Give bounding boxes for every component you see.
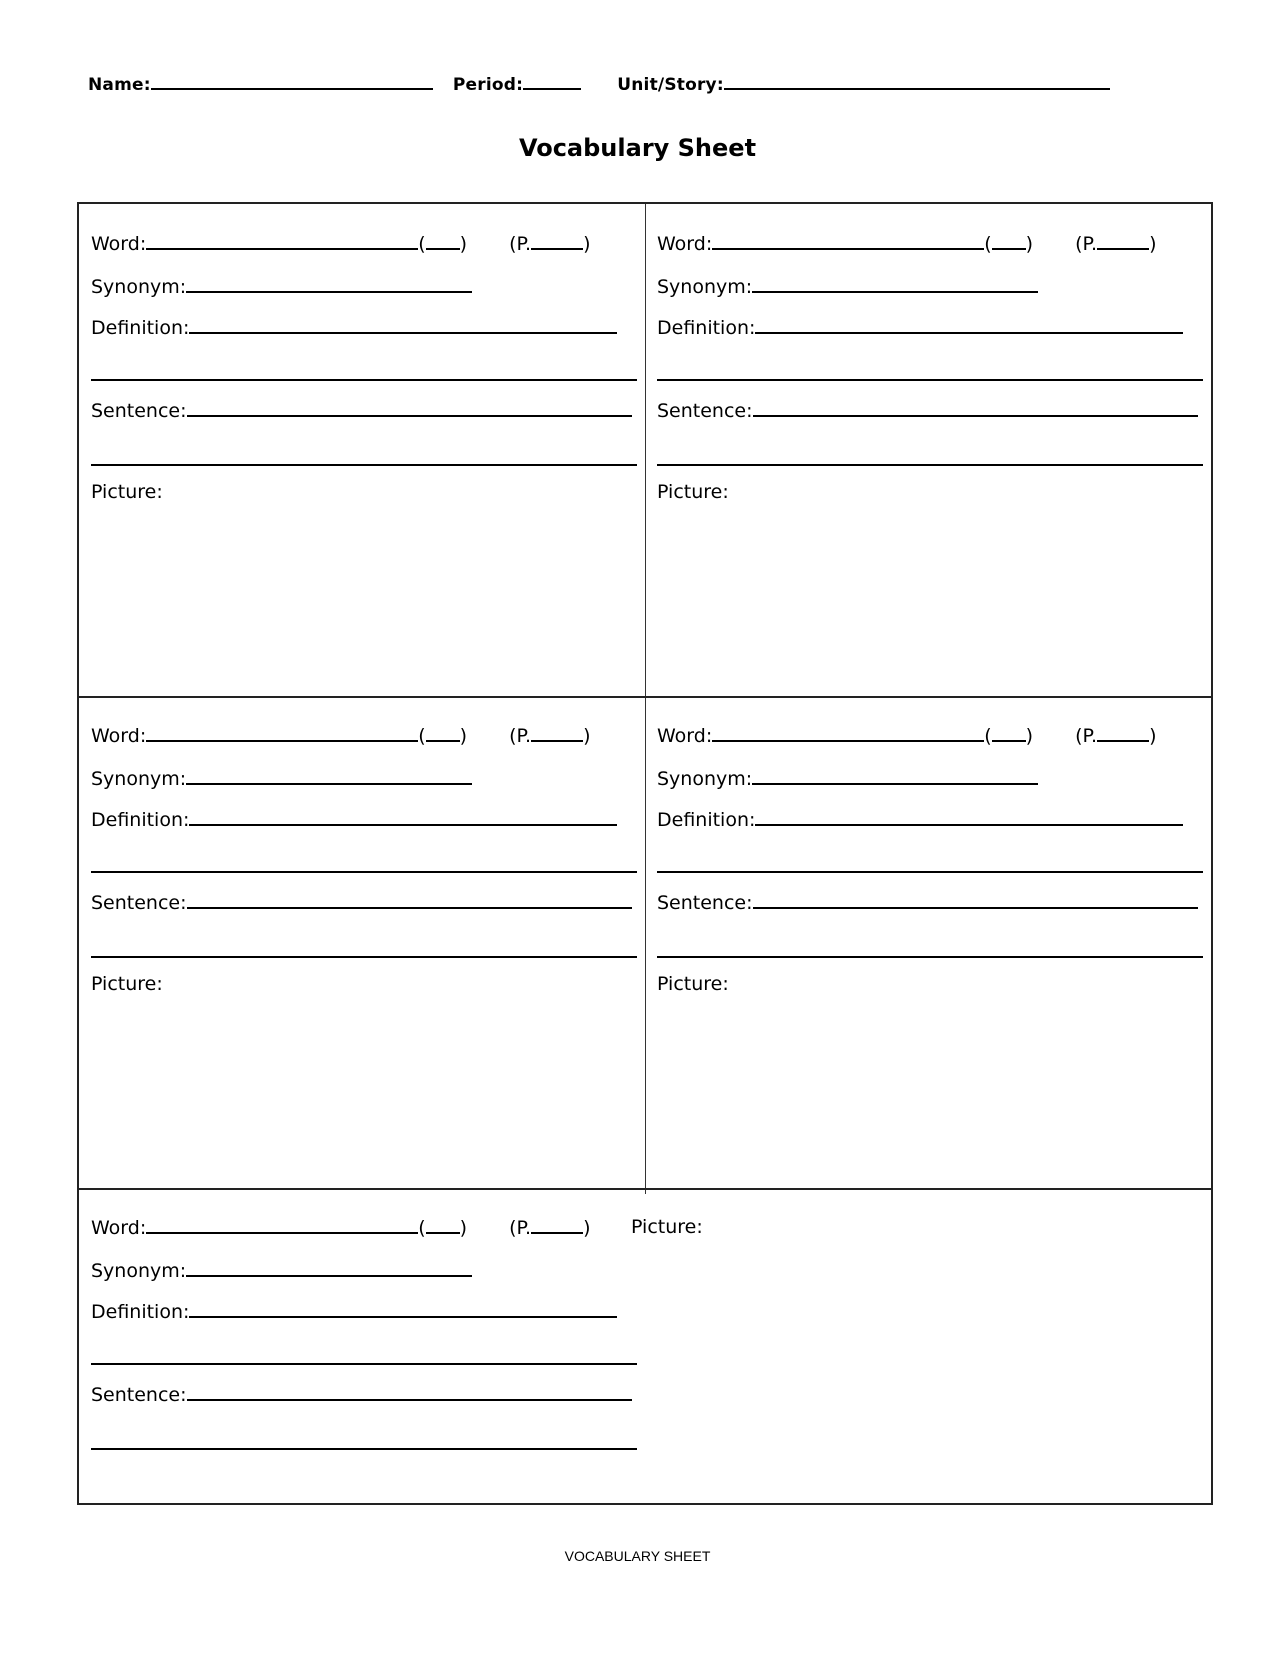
sentence-row[interactable] [657, 891, 1198, 914]
sentence-blank-2[interactable] [91, 464, 637, 466]
word-row[interactable] [91, 724, 591, 747]
sentence-label: Sentence: [657, 400, 753, 422]
page-close: ) [583, 233, 591, 255]
word-blank[interactable] [146, 1216, 418, 1234]
header [88, 74, 1124, 95]
word-label: Word: [91, 1217, 147, 1239]
picture-label: Picture: [631, 1216, 703, 1238]
sentence-blank-2[interactable] [657, 956, 1203, 958]
paren-open: ( [418, 725, 426, 747]
sentence-blank[interactable] [187, 399, 632, 417]
definition-blank-2[interactable] [91, 871, 637, 873]
synonym-label: Synonym: [657, 768, 753, 790]
paren-open: ( [418, 1217, 426, 1239]
page-label: (P. [1075, 725, 1098, 747]
sentence-blank[interactable] [753, 399, 1198, 417]
unit-label: Unit/Story: [617, 75, 724, 95]
definition-row[interactable] [657, 808, 1183, 831]
page-label: (P. [509, 725, 532, 747]
name-blank[interactable] [151, 74, 433, 90]
vocab-card [79, 204, 645, 696]
word-blank[interactable] [146, 724, 418, 742]
synonym-blank[interactable] [752, 767, 1038, 785]
definition-blank[interactable] [189, 316, 617, 334]
word-label: Word: [91, 725, 147, 747]
definition-label: Definition: [657, 809, 756, 831]
synonym-blank[interactable] [752, 275, 1038, 293]
paren-open: ( [418, 233, 426, 255]
synonym-label: Synonym: [91, 276, 187, 298]
page-label: (P. [1075, 233, 1098, 255]
picture-label: Picture: [91, 973, 163, 995]
sentence-blank[interactable] [753, 891, 1198, 909]
synonym-row[interactable] [91, 767, 472, 790]
word-blank[interactable] [712, 724, 984, 742]
definition-blank-2[interactable] [91, 379, 637, 381]
definition-blank[interactable] [755, 808, 1183, 826]
sentence-row[interactable] [91, 399, 632, 422]
synonym-row[interactable] [657, 767, 1038, 790]
sentence-label: Sentence: [657, 892, 753, 914]
paren-close: ) [459, 725, 468, 747]
definition-label: Definition: [657, 317, 756, 339]
footer: VOCABULARY SHEET [564, 1548, 711, 1564]
definition-row[interactable] [91, 316, 617, 339]
sentence-label: Sentence: [91, 400, 187, 422]
definition-blank[interactable] [189, 808, 617, 826]
part-of-speech-blank[interactable] [992, 232, 1026, 250]
word-label: Word: [657, 725, 713, 747]
page-close: ) [583, 725, 591, 747]
definition-row[interactable] [91, 1300, 617, 1323]
picture-label: Picture: [657, 481, 729, 503]
page-blank[interactable] [531, 232, 583, 250]
period-label: Period: [452, 75, 524, 95]
definition-label: Definition: [91, 317, 190, 339]
sentence-blank-2[interactable] [91, 1448, 637, 1450]
name-label: Name: [88, 75, 151, 95]
part-of-speech-blank[interactable] [426, 1216, 460, 1234]
synonym-blank[interactable] [186, 767, 472, 785]
paren-close: ) [1025, 233, 1034, 255]
page-blank[interactable] [531, 1216, 583, 1234]
sentence-label: Sentence: [91, 892, 187, 914]
picture-label: Picture: [91, 481, 163, 503]
synonym-blank[interactable] [186, 275, 472, 293]
definition-blank[interactable] [755, 316, 1183, 334]
page-blank[interactable] [531, 724, 583, 742]
page-blank[interactable] [1097, 232, 1149, 250]
definition-label: Definition: [91, 1301, 190, 1323]
paren-close: ) [1025, 725, 1034, 747]
word-row[interactable] [657, 232, 1157, 255]
sentence-blank[interactable] [187, 1383, 632, 1401]
page-label: (P. [509, 1217, 532, 1239]
page-close: ) [1149, 725, 1157, 747]
sentence-blank-2[interactable] [657, 464, 1203, 466]
word-label: Word: [657, 233, 713, 255]
paren-close: ) [459, 1217, 468, 1239]
page-close: ) [583, 1217, 591, 1239]
word-row[interactable] [91, 1216, 591, 1239]
sentence-row[interactable] [91, 891, 632, 914]
synonym-label: Synonym: [91, 768, 187, 790]
picture-label: Picture: [657, 973, 729, 995]
sentence-label: Sentence: [91, 1384, 187, 1406]
paren-open: ( [984, 725, 992, 747]
synonym-row[interactable] [91, 275, 472, 298]
synonym-row[interactable] [91, 1259, 472, 1282]
paren-open: ( [984, 233, 992, 255]
period-blank[interactable] [523, 74, 581, 90]
page-blank[interactable] [1097, 724, 1149, 742]
word-label: Word: [91, 233, 147, 255]
part-of-speech-blank[interactable] [426, 232, 460, 250]
definition-row[interactable] [657, 316, 1183, 339]
sentence-row[interactable] [657, 399, 1198, 422]
part-of-speech-blank[interactable] [426, 724, 460, 742]
page-close: ) [1149, 233, 1157, 255]
name-field[interactable] [88, 74, 433, 95]
synonym-label: Synonym: [91, 1260, 187, 1282]
page-title: Vocabulary Sheet [518, 134, 757, 162]
synonym-row[interactable] [657, 275, 1038, 298]
definition-blank-2[interactable] [657, 379, 1203, 381]
word-blank[interactable] [146, 232, 418, 250]
definition-row[interactable] [91, 808, 617, 831]
sentence-row[interactable] [91, 1383, 632, 1406]
vocab-card [645, 696, 1211, 1188]
paren-close: ) [459, 233, 468, 255]
unit-blank[interactable] [724, 74, 1110, 90]
vocab-card [79, 696, 645, 1188]
definition-label: Definition: [91, 809, 190, 831]
synonym-label: Synonym: [657, 276, 753, 298]
page-label: (P. [509, 233, 532, 255]
vocab-card [79, 1188, 703, 1680]
synonym-blank[interactable] [186, 1259, 472, 1277]
word-row[interactable] [91, 232, 591, 255]
vocabulary-grid [77, 202, 1213, 1505]
vocab-card [645, 204, 1211, 696]
period-field[interactable] [453, 74, 581, 95]
word-blank[interactable] [712, 232, 984, 250]
definition-blank-2[interactable] [657, 871, 1203, 873]
definition-blank-2[interactable] [91, 1363, 637, 1365]
unit-field[interactable] [617, 74, 1110, 95]
definition-blank[interactable] [189, 1300, 617, 1318]
sentence-blank[interactable] [187, 891, 632, 909]
part-of-speech-blank[interactable] [992, 724, 1026, 742]
word-row[interactable] [657, 724, 1157, 747]
sentence-blank-2[interactable] [91, 956, 637, 958]
